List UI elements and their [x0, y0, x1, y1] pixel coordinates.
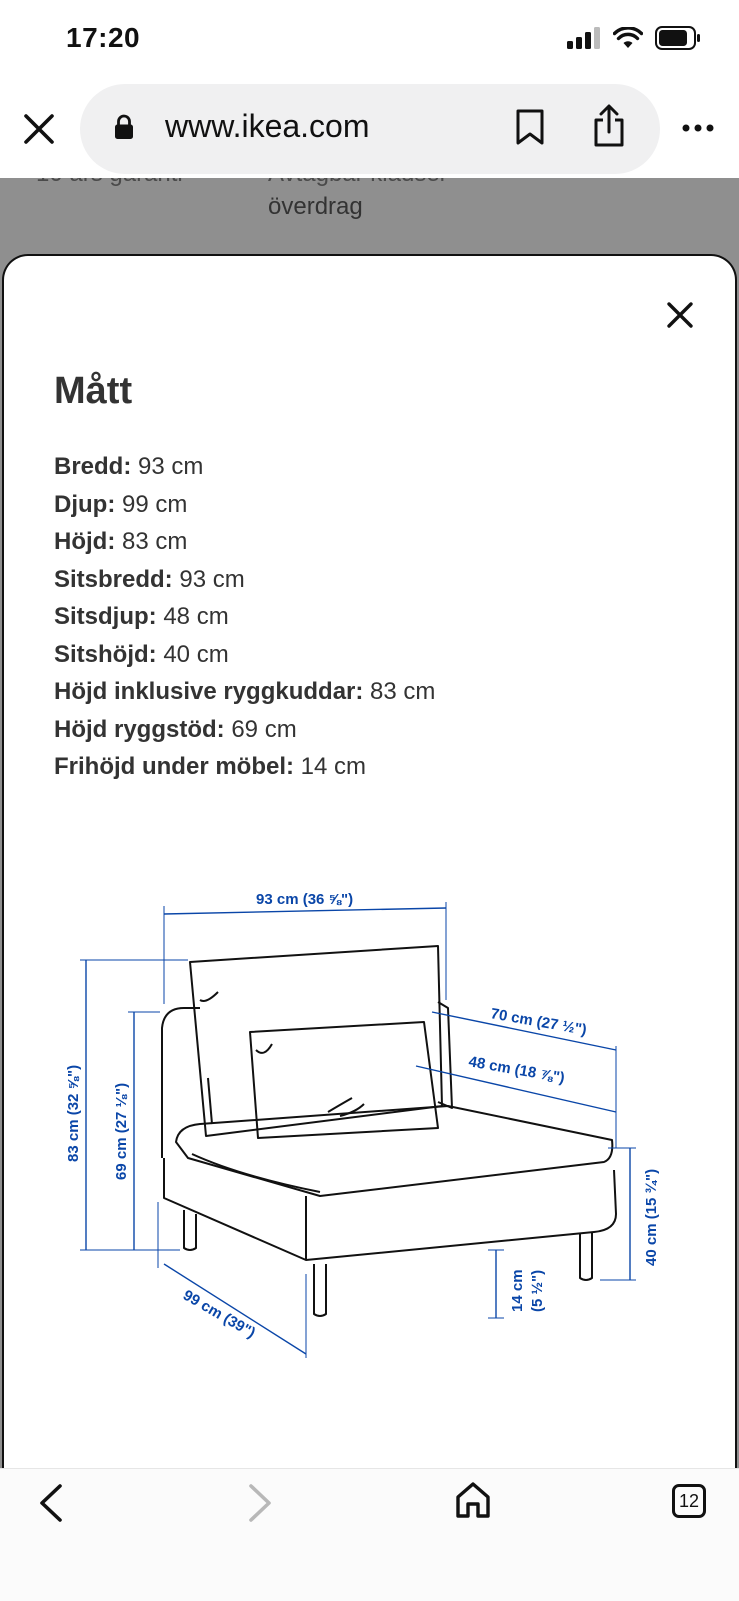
home-icon[interactable]	[455, 1480, 491, 1520]
wifi-icon	[613, 27, 643, 49]
dimensions-list	[54, 448, 435, 786]
sheet-title: Mått	[54, 370, 133, 412]
dimension-row: Höjd: 83 cm	[54, 528, 188, 555]
back-icon[interactable]	[36, 1482, 66, 1524]
dimension-label-clearance: 14 cm	[509, 1269, 526, 1312]
sofa-dimension-diagram	[60, 880, 680, 1400]
dimension-label-height-total: 83 cm (32 ⅝")	[65, 1064, 82, 1162]
forward-icon[interactable]	[245, 1482, 275, 1524]
lock-icon	[114, 114, 134, 140]
dimension-row: Sitsdjup: 48 cm	[54, 603, 229, 630]
more-icon[interactable]	[682, 124, 714, 132]
share-icon[interactable]	[592, 104, 626, 148]
dimension-label-depth-seat: 48 cm (18 ⅞")	[467, 1053, 566, 1087]
sofa-module-drawing	[162, 946, 616, 1316]
status-time: 17:20	[66, 22, 141, 53]
dimension-row: Frihöjd under möbel: 14 cm	[54, 753, 367, 780]
browser-bottom-toolbar	[0, 1468, 739, 1601]
dimension-label-width: 93 cm (36 ⅝")	[256, 891, 354, 908]
dimension-label-depth-outer: 70 cm (27 ½")	[489, 1005, 588, 1039]
dimension-row: Höjd ryggstöd: 69 cm	[54, 715, 297, 743]
dimension-row: Sitshöjd: 40 cm	[54, 640, 229, 668]
background-text: överdrag	[268, 193, 363, 220]
dimension-label-height-back: 69 cm (27 ⅛")	[113, 1082, 130, 1180]
dimension-label-depth-total: 99 cm (39")	[180, 1286, 259, 1342]
battery-icon	[655, 26, 701, 50]
url-text[interactable]: www.ikea.com	[165, 108, 370, 144]
dimension-label-clearance-inches: (5 ½")	[529, 1269, 546, 1312]
close-icon[interactable]	[663, 298, 697, 332]
close-icon[interactable]	[20, 110, 58, 148]
dimension-row: Bredd: 93 cm	[54, 453, 204, 480]
dimension-row: Djup: 99 cm	[54, 490, 188, 518]
status-icons	[567, 26, 701, 50]
tabs-icon[interactable]: 12	[672, 1484, 706, 1518]
dimension-label-seat-height: 40 cm (15 ¾")	[643, 1168, 660, 1266]
bookmark-icon[interactable]	[515, 108, 545, 146]
dimension-row: Höjd inklusive ryggkuddar: 83 cm	[54, 678, 436, 705]
signal-icon	[567, 27, 601, 49]
dimension-row: Sitsbredd: 93 cm	[54, 565, 245, 593]
